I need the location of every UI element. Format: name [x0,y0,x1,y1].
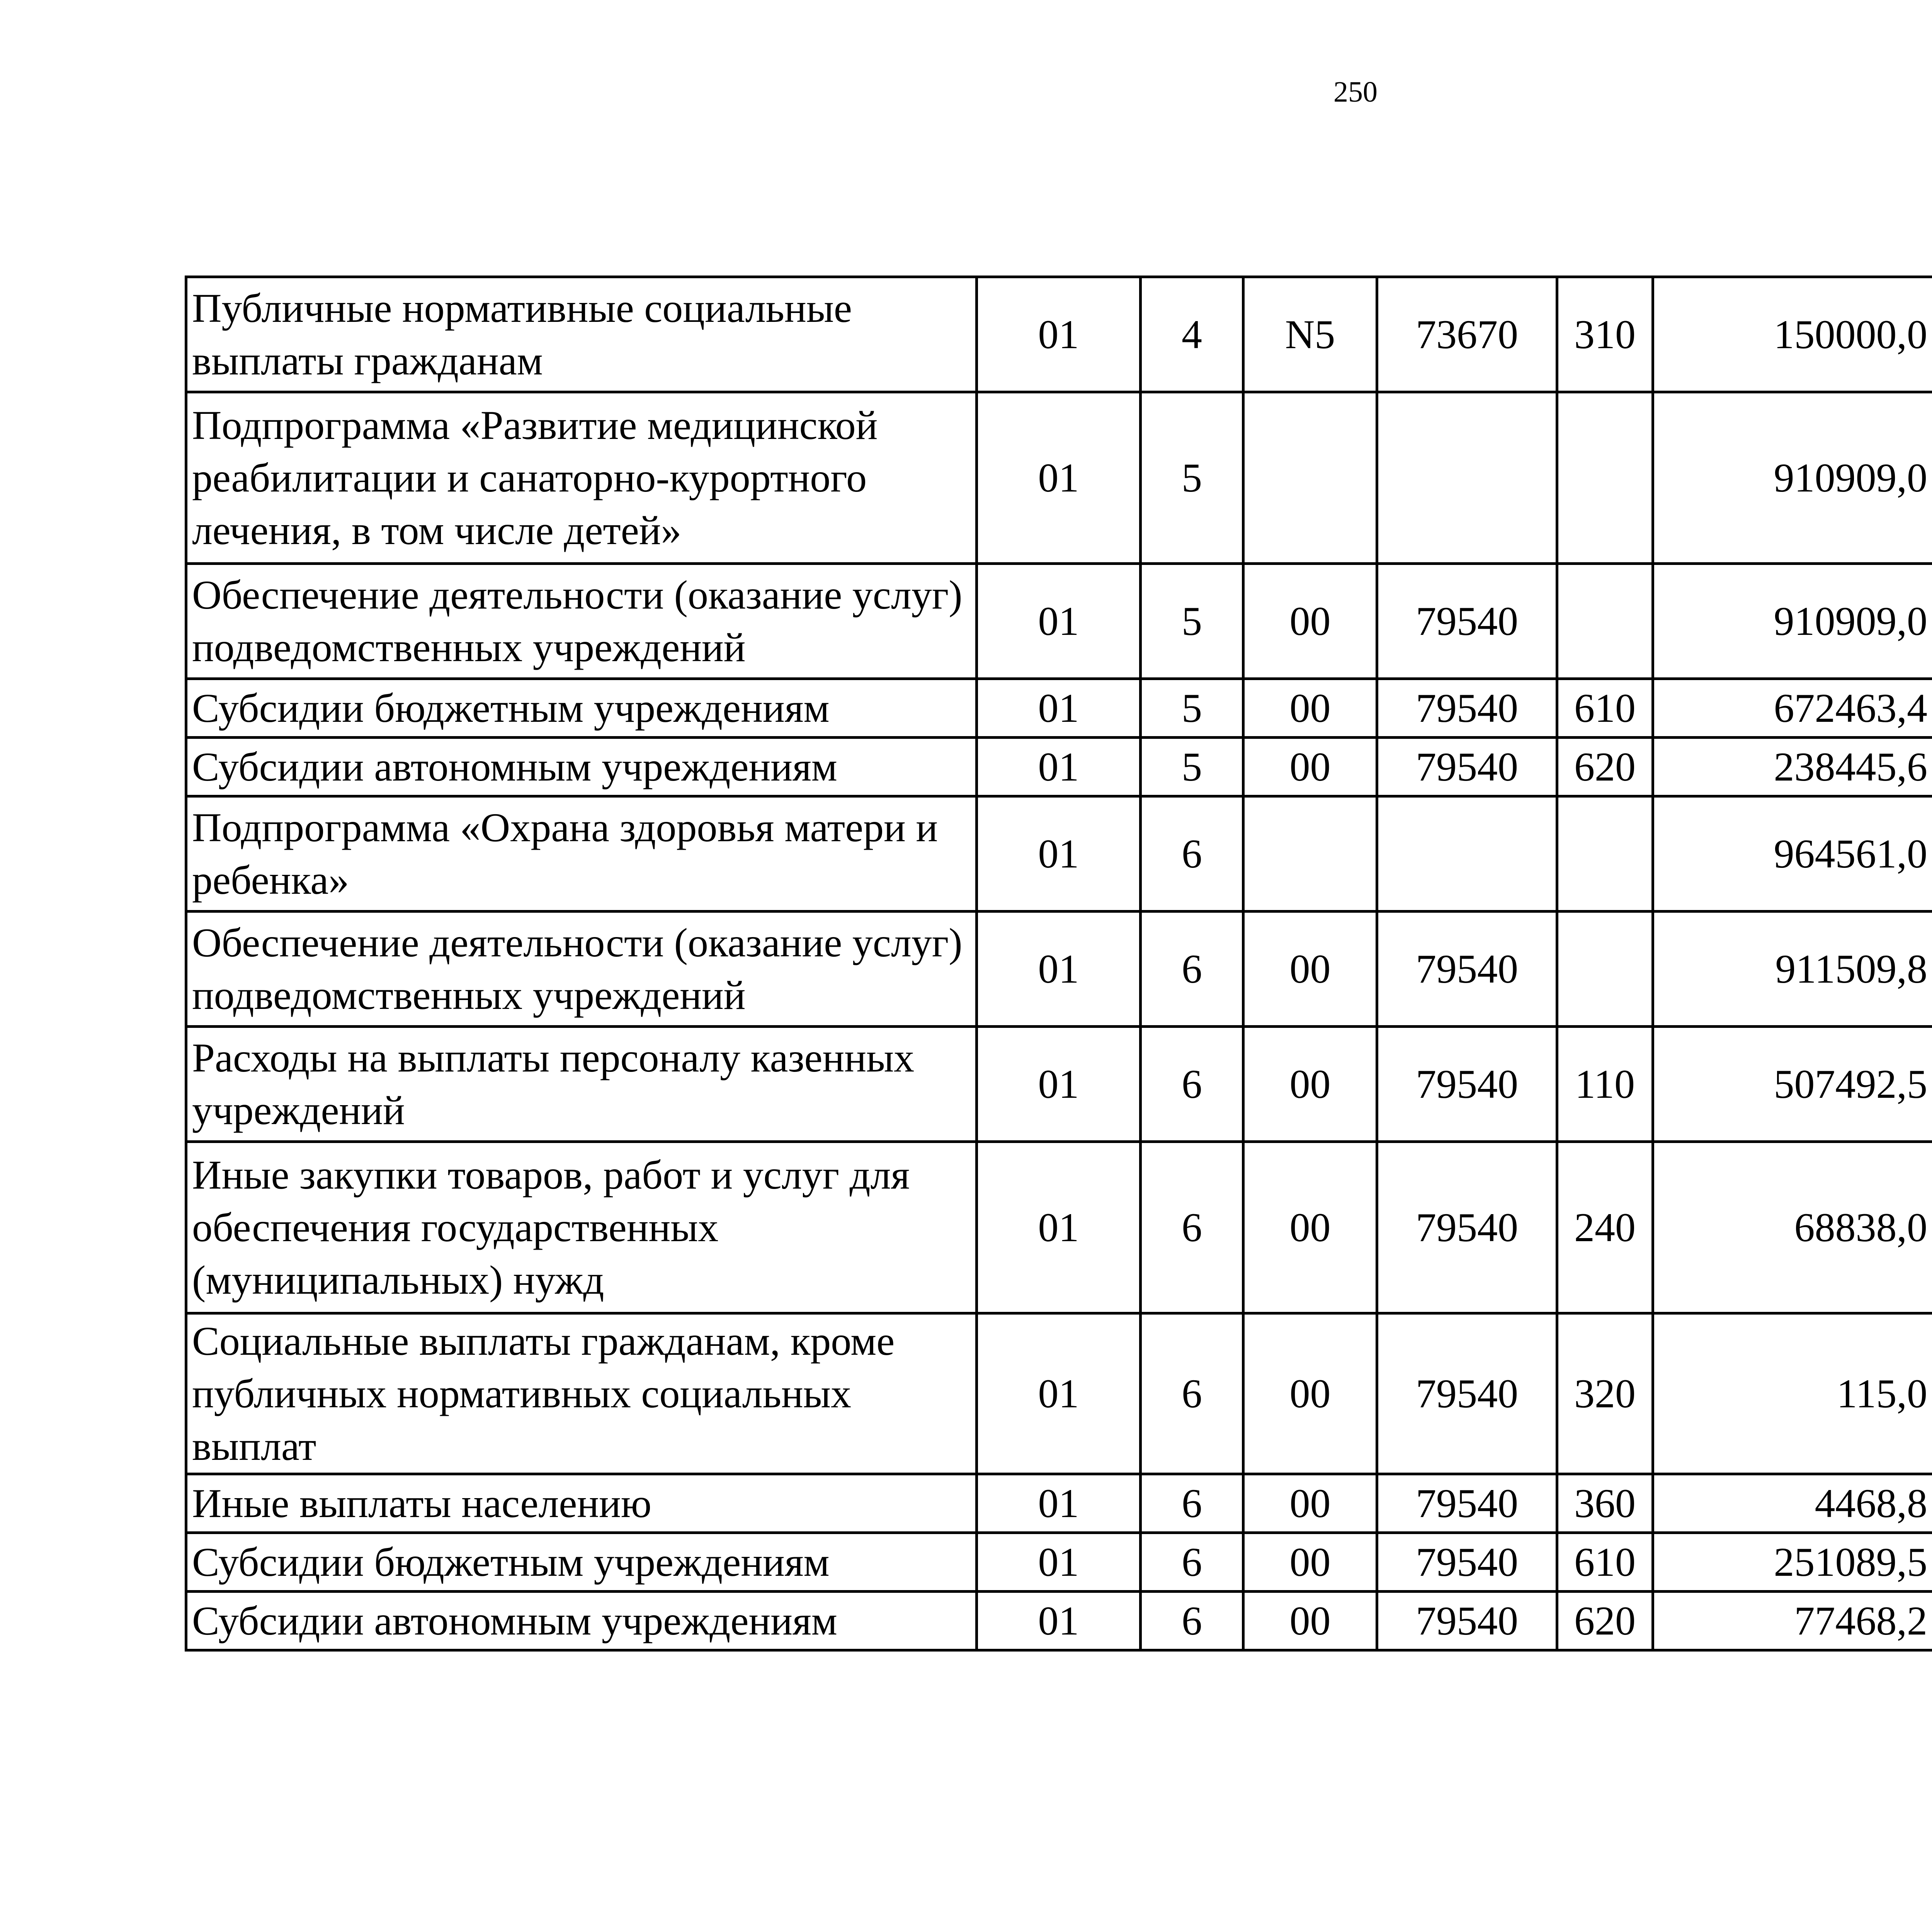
table-row [186,1142,1932,1313]
amount-cell-year1: 77468,2 [1653,1592,1932,1650]
code-cell-expense: 79540 [1377,1313,1557,1474]
code-cell-program: 01 [977,912,1141,1027]
code-cell-type [1557,564,1653,679]
code-cell-direction: 00 [1243,1592,1377,1650]
code-cell-program: 01 [977,796,1141,912]
budget-table [185,276,1932,1652]
code-cell-type: 620 [1557,738,1653,796]
code-cell-type [1557,392,1653,564]
page-number: 250 [1333,76,1378,108]
table-row [186,1533,1932,1592]
amount-cell-year1: 238445,6 [1653,738,1932,796]
code-cell-expense: 79540 [1377,738,1557,796]
code-cell-subprogram: 6 [1141,1027,1243,1142]
code-cell-type: 320 [1557,1313,1653,1474]
table-row [186,1313,1932,1474]
code-cell-direction: 00 [1243,1142,1377,1313]
amount-cell-year1: 507492,5 [1653,1027,1932,1142]
code-cell-subprogram: 6 [1141,796,1243,912]
code-cell-direction [1243,392,1377,564]
row-name-cell: Субсидии бюджетным учреждениям [186,679,977,738]
code-cell-program: 01 [977,679,1141,738]
code-cell-expense: 79540 [1377,1142,1557,1313]
code-cell-program: 01 [977,564,1141,679]
table-row [186,796,1932,912]
code-cell-expense [1377,796,1557,912]
code-cell-program: 01 [977,1027,1141,1142]
row-name-cell: Обеспечение деятельности (оказание услуг) подведомственных учреждений [186,912,977,1027]
amount-cell-year1: 911509,8 [1653,912,1932,1027]
table-row [186,679,1932,738]
code-cell-expense [1377,392,1557,564]
code-cell-subprogram: 5 [1141,392,1243,564]
code-cell-program: 01 [977,1474,1141,1533]
row-name-cell: Иные выплаты населению [186,1474,977,1533]
table-row [186,277,1932,392]
code-cell-program: 01 [977,277,1141,392]
code-cell-direction: 00 [1243,564,1377,679]
row-name-cell: Иные закупки товаров, работ и услуг для обеспечения государственных (муниципальных) нужд [186,1142,977,1313]
code-cell-direction: 00 [1243,738,1377,796]
code-cell-subprogram: 5 [1141,738,1243,796]
code-cell-expense: 73670 [1377,277,1557,392]
row-name-cell: Социальные выплаты гражданам, кроме публичных нормативных социальных выплат [186,1313,977,1474]
code-cell-type: 240 [1557,1142,1653,1313]
table-row [186,912,1932,1027]
row-name-cell: Публичные нормативные социальные выплаты гражданам [186,277,977,392]
code-cell-program: 01 [977,1533,1141,1592]
code-cell-type [1557,912,1653,1027]
code-cell-subprogram: 4 [1141,277,1243,392]
code-cell-expense: 79540 [1377,1533,1557,1592]
code-cell-direction: 00 [1243,679,1377,738]
code-cell-type: 610 [1557,679,1653,738]
code-cell-subprogram: 6 [1141,1474,1243,1533]
table-row [186,1027,1932,1142]
code-cell-expense: 79540 [1377,564,1557,679]
table-row [186,392,1932,564]
code-cell-direction: 00 [1243,1474,1377,1533]
amount-cell-year1: 672463,4 [1653,679,1932,738]
code-cell-direction: 00 [1243,1313,1377,1474]
code-cell-direction: 00 [1243,1533,1377,1592]
code-cell-subprogram: 6 [1141,1592,1243,1650]
row-name-cell: Подпрограмма «Развитие медицинской реабилитации и санаторно-курортного лечения, в том числе детей» [186,392,977,564]
code-cell-type: 110 [1557,1027,1653,1142]
row-name-cell: Субсидии бюджетным учреждениям [186,1533,977,1592]
code-cell-type: 610 [1557,1533,1653,1592]
row-name-cell: Расходы на выплаты персоналу казенных учреждений [186,1027,977,1142]
code-cell-direction [1243,796,1377,912]
amount-cell-year1: 251089,5 [1653,1533,1932,1592]
amount-cell-year1: 910909,0 [1653,392,1932,564]
row-name-cell: Субсидии автономным учреждениям [186,738,977,796]
code-cell-expense: 79540 [1377,1592,1557,1650]
code-cell-type: 310 [1557,277,1653,392]
code-cell-expense: 79540 [1377,1474,1557,1533]
amount-cell-year1: 964561,0 [1653,796,1932,912]
table-row [186,738,1932,796]
code-cell-subprogram: 5 [1141,564,1243,679]
row-name-cell: Подпрограмма «Охрана здоровья матери и ребенка» [186,796,977,912]
code-cell-direction: 00 [1243,912,1377,1027]
amount-cell-year1: 4468,8 [1653,1474,1932,1533]
code-cell-direction: N5 [1243,277,1377,392]
code-cell-program: 01 [977,1313,1141,1474]
amount-cell-year1: 910909,0 [1653,564,1932,679]
code-cell-subprogram: 6 [1141,912,1243,1027]
table-row [186,1592,1932,1650]
code-cell-type: 620 [1557,1592,1653,1650]
code-cell-expense: 79540 [1377,912,1557,1027]
code-cell-subprogram: 5 [1141,679,1243,738]
code-cell-program: 01 [977,392,1141,564]
code-cell-program: 01 [977,1592,1141,1650]
code-cell-subprogram: 6 [1141,1533,1243,1592]
code-cell-expense: 79540 [1377,1027,1557,1142]
code-cell-expense: 79540 [1377,679,1557,738]
code-cell-direction: 00 [1243,1027,1377,1142]
table-row [186,1474,1932,1533]
code-cell-program: 01 [977,738,1141,796]
table-body [186,277,1932,1650]
amount-cell-year1: 150000,0 [1653,277,1932,392]
code-cell-type [1557,796,1653,912]
amount-cell-year1: 68838,0 [1653,1142,1932,1313]
code-cell-program: 01 [977,1142,1141,1313]
row-name-cell: Обеспечение деятельности (оказание услуг) подведомственных учреждений [186,564,977,679]
table-row [186,564,1932,679]
amount-cell-year1: 115,0 [1653,1313,1932,1474]
code-cell-subprogram: 6 [1141,1313,1243,1474]
code-cell-type: 360 [1557,1474,1653,1533]
code-cell-subprogram: 6 [1141,1142,1243,1313]
row-name-cell: Субсидии автономным учреждениям [186,1592,977,1650]
